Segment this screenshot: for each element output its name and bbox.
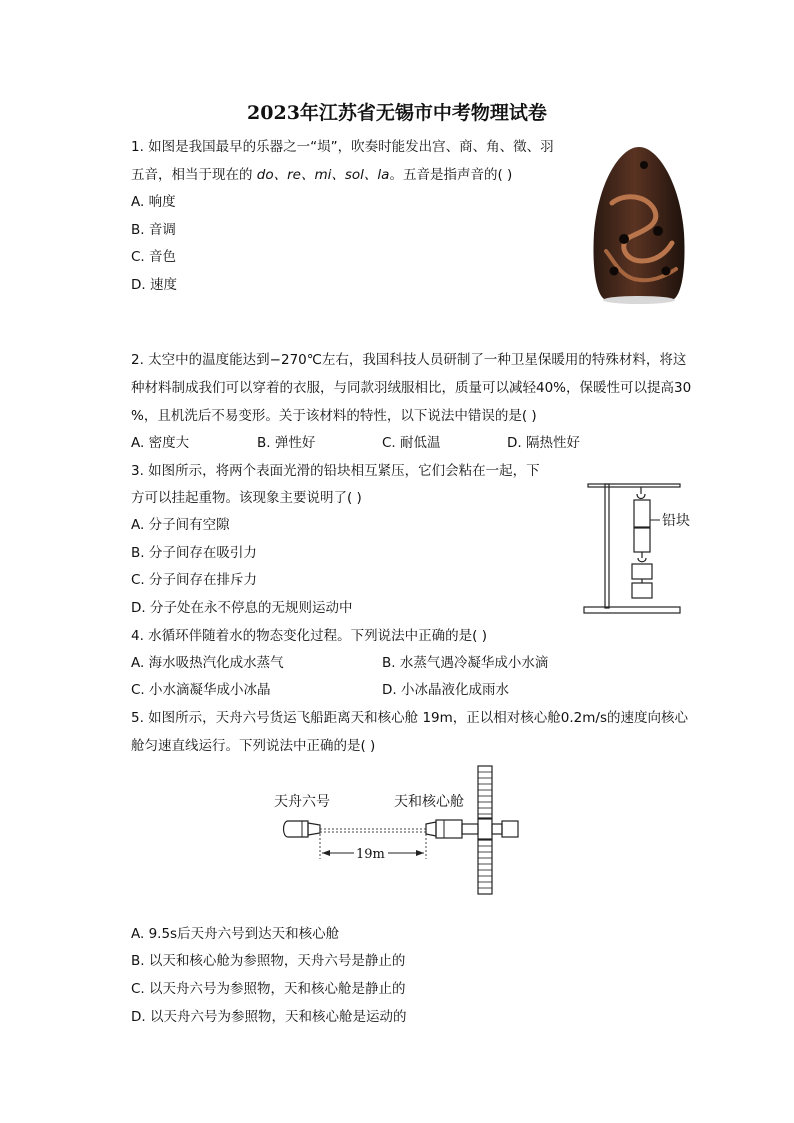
xun-instrument-image	[584, 143, 694, 305]
q5-option-d[interactable]: D. 以天舟六号为参照物，天和核心舱是运动的	[131, 1009, 407, 1025]
tianhe-core-module	[426, 766, 518, 894]
q2-option-c[interactable]: C. 耐低温	[382, 435, 441, 451]
q1-option-d[interactable]: D. 速度	[131, 277, 177, 293]
q4-stem-line1: 4. 水循环伴随着水的物态变化过程。下列说法中正确的是( )	[131, 628, 487, 644]
lead-block-label: 铅块	[662, 513, 690, 529]
tianhe-label: 天和核心舱	[394, 794, 464, 810]
lead-block-apparatus-figure	[580, 470, 705, 622]
q1-stem-line2a: 五音，相当于现在的	[131, 167, 257, 183]
q2-stem-line1: 2. 太空中的温度能达到−270℃左右，我国科技人员研制了一种卫星保暖用的特殊材料，将这	[131, 352, 687, 368]
q1-option-a[interactable]: A. 响度	[131, 194, 176, 210]
q2-option-b[interactable]: B. 弹性好	[257, 435, 316, 451]
q1-option-b[interactable]: B. 音调	[131, 222, 176, 238]
q2-option-d[interactable]: D. 隔热性好	[507, 435, 580, 451]
q5-stem-line2: 舱匀速直线运行。下列说法中正确的是( )	[131, 738, 376, 754]
distance-label: 19m	[356, 847, 385, 862]
q3-option-b[interactable]: B. 分子间存在吸引力	[131, 545, 257, 561]
page-title: 2023年江苏省无锡市中考物理试卷	[247, 102, 547, 124]
q4-option-d[interactable]: D. 小冰晶液化成雨水	[382, 682, 509, 698]
q1-stem-line1: 1. 如图是我国最早的乐器之一“埙”，吹奏时能发出宫、商、角、徵、羽	[131, 139, 554, 155]
q4-option-c[interactable]: C. 小水滴凝华成小冰晶	[131, 682, 271, 698]
q3-option-c[interactable]: C. 分子间存在排斥力	[131, 572, 258, 588]
q3-stem-line1: 3. 如图所示，将两个表面光滑的铅块相互紧压，它们会粘在一起，下	[131, 463, 540, 479]
q2-option-a[interactable]: A. 密度大	[131, 435, 190, 451]
tianzhou-craft	[284, 821, 321, 837]
q3-option-d[interactable]: D. 分子处在永不停息的无规则运动中	[131, 600, 353, 616]
q2-stem-line2: 种材料制成我们可以穿着的衣服，与同款羽绒服相比，质量可以减轻40%，保暖性可以提高30	[131, 380, 692, 396]
q4-option-b[interactable]: B. 水蒸气遇冷凝华成小水滴	[382, 655, 549, 671]
q5-stem-line1: 5. 如图所示，天舟六号货运飞船距离天和核心舱 19m，正以相对核心舱0.2m/s的速度向核心	[131, 710, 688, 726]
q1-option-c[interactable]: C. 音色	[131, 249, 177, 265]
q5-option-b[interactable]: B. 以天和核心舱为参照物，天舟六号是静止的	[131, 953, 406, 969]
q3-option-a[interactable]: A. 分子间有空隙	[131, 517, 230, 533]
spacecraft-docking-figure	[268, 764, 530, 898]
q1-notes: do、re、mi、sol、la	[256, 167, 390, 183]
q1-stem-line2	[131, 165, 512, 185]
tianzhou-label: 天舟六号	[274, 794, 330, 810]
q4-option-a[interactable]: A. 海水吸热汽化成水蒸气	[131, 655, 284, 671]
q1-stem-line2b: 。五音是指声音的( )	[389, 167, 513, 183]
q3-stem-line2: 方可以挂起重物。该现象主要说明了( )	[131, 490, 362, 506]
q5-option-c[interactable]: C. 以天舟六号为参照物，天和核心舱是静止的	[131, 981, 406, 997]
q2-stem-line3: %，且机洗后不易变形。关于该材料的特性，以下说法中错误的是( )	[131, 408, 537, 424]
q5-option-a[interactable]: A. 9.5s后天舟六号到达天和核心舱	[131, 926, 340, 942]
